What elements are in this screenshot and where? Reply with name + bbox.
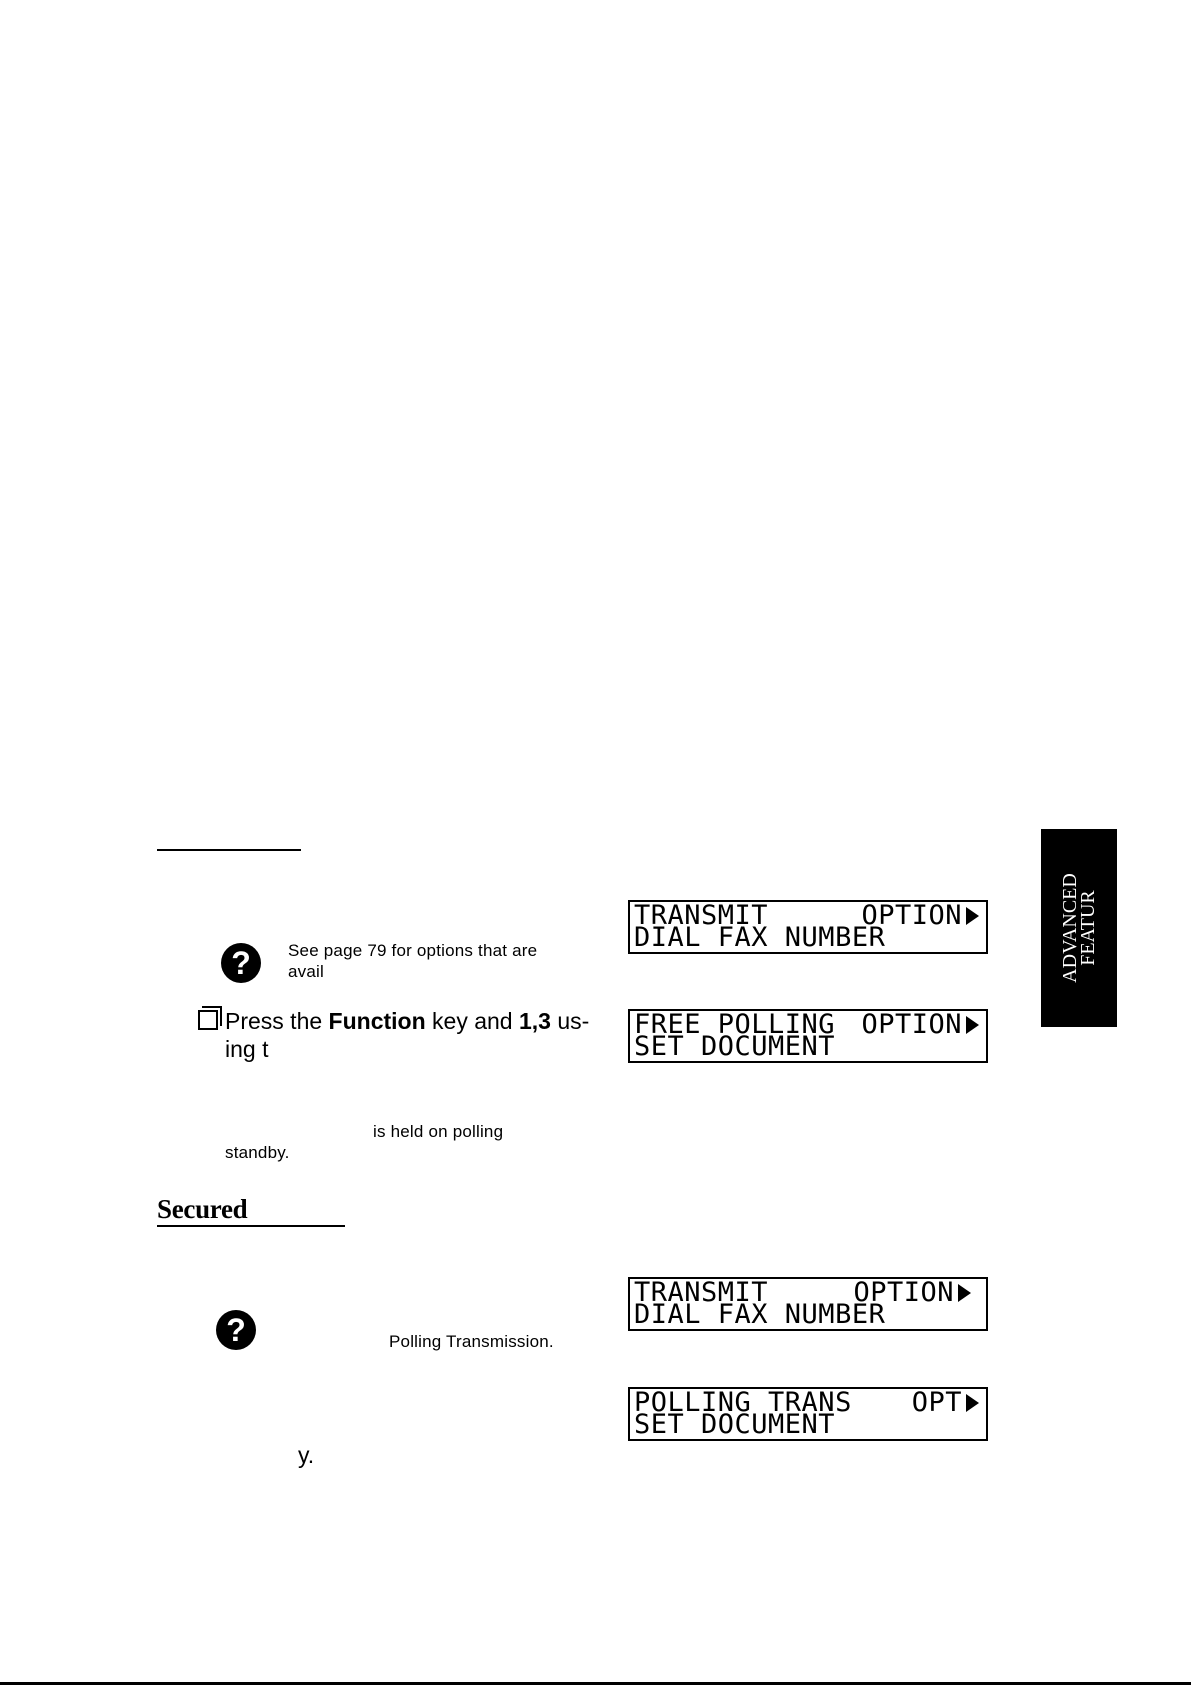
function-code: 1,3 (518, 1008, 551, 1034)
note-text: is held on polling (373, 1122, 504, 1141)
hint-text: Polling Transmission. (389, 1332, 554, 1351)
chapter-tab: ADVANCED FEATUR (1041, 829, 1117, 1027)
lcd-display: TRANSMIT OPTION DIAL FAX NUMBER (628, 900, 988, 954)
hint-line: avail (288, 962, 324, 981)
question-icon: ? (216, 1310, 256, 1350)
section-rule (157, 849, 301, 851)
lcd-display: TRANSMIT OPTION DIAL FAX NUMBER (628, 1277, 988, 1331)
lcd-display: POLLING TRANS OPT SET DOCUMENT (628, 1387, 988, 1441)
question-icon: ? (221, 943, 261, 983)
note-text: standby. (225, 1143, 290, 1162)
hint-text (288, 940, 537, 982)
section-rule (157, 1225, 345, 1227)
section-heading: Secured (157, 1194, 248, 1224)
step-text: Press the Function key and 1,3 us- ing t (225, 1008, 590, 1062)
hint-line: See page 79 for options that are (288, 941, 538, 960)
step-fragment: y. (298, 1442, 315, 1468)
function-key-label: Function (328, 1008, 426, 1034)
arrow-right-icon (966, 907, 979, 925)
checkbox-icon (198, 1010, 218, 1030)
arrow-right-icon (966, 1016, 979, 1034)
arrow-right-icon (958, 1284, 971, 1302)
arrow-right-icon (966, 1394, 979, 1412)
lcd-display: FREE POLLING OPTION SET DOCUMENT (628, 1009, 988, 1063)
